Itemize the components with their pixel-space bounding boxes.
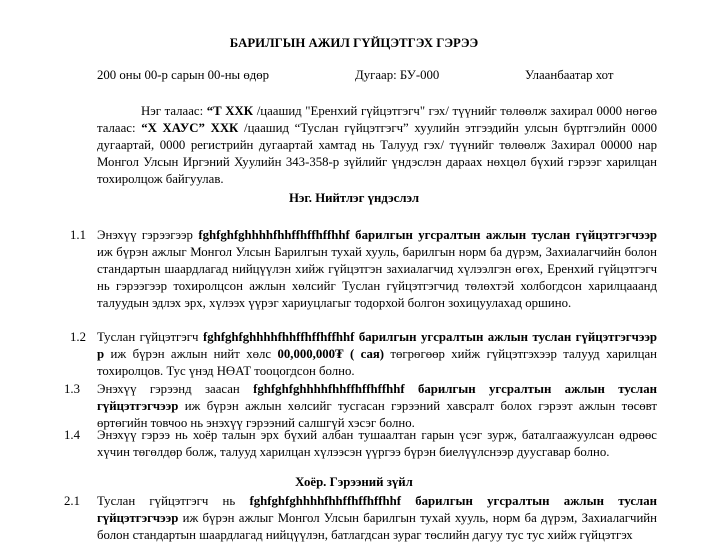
clause-number: 1.3 — [64, 382, 80, 396]
clause-number: 1.1 — [70, 228, 86, 242]
clause-text — [97, 329, 657, 380]
clause-bold-text: fghfghfghhhhfhhffhffhffhhf барилгын угсралтын ажлын туслан гүйцэтгэгчээр р — [97, 330, 657, 361]
clause-number: 1.4 — [64, 428, 80, 442]
contract-city: Улаанбаатар хот — [525, 68, 614, 82]
intro-text-2: /цаашид "Еренхий гүйцэтгэгч" гэх/ түүнийг төлөөлж захирал 0000 нөгөө талаас: — [97, 104, 657, 135]
clause-bold-text: fghfghfghhhhfhhffhffhffhhf барилгын угсралтын ажлын туслан гүйцэтгэгчээр — [97, 382, 657, 413]
section-title: Нэг. Нийтлэг үндэслэл — [288, 191, 420, 205]
clause-number: 2.1 — [64, 494, 80, 508]
clause-text-part: иж бүрэн ажлын нийт хөлс — [104, 347, 278, 361]
clause-text-part: төгрөгөөр хийж гүйцэтгэхээр талууд харилцан тохиролцов. Тус үнэд НӨАТ тооцогдсон болно. — [97, 347, 658, 378]
clause-bold-text: fghfghfghhhhfhhffhffhffhhf барилгын угсралтын ажлын туслан гүйцэтгэгчээр — [198, 228, 657, 242]
clause-text-part: Туслан гүйцэтгэгч нь — [97, 494, 250, 508]
document-title: БАРИЛГЫН АЖИЛ ГҮЙЦЭТГЭХ ГЭРЭЭ — [229, 36, 479, 50]
contract-amount: 00,000,000₮ ( сая) — [277, 347, 385, 361]
clause-text — [97, 427, 657, 461]
clause-number: 1.2 — [70, 330, 86, 344]
clause-text — [97, 227, 657, 312]
clause-text-part: Энэхүү гэрээ нь хоёр талын эрх бүхий албан тушаалтан гарын үсэг зурж, баталгаажуулсан өдрөөс хүчин төгөлдөр болж, талууд харилцан хүлээсэн үүргээ бүрэн биелүүлснээр дуусгавар болно. — [97, 428, 657, 459]
clause-text-part: Энэхүү гэрээгээр — [97, 228, 199, 242]
contract-date: 200 оны 00-р сарын 00-ны өдөр — [97, 68, 270, 82]
intro-text-1: Нэг талаас: — [141, 104, 207, 118]
contract-number: Дугаар: БУ-000 — [355, 68, 440, 82]
intro-text-3: /цаашид “Туслан гүйцэтгэгч” хуулийн этгээдийн улсын бүртгэлийн 0000 дугаартай, 0000 регистрийн дугаартай хамтад нь Талууд гэх/ түүнийг төлөөлж Захирал 00000 нар Монгол Улсын Иргэний Хуулийн 343-358-р зүйлийг үндэслэн дараах нөхцөл бүхий гэрээг харилцан тохиролцож байгуулав. — [97, 121, 657, 186]
clause-bold-text: fghfghfghhhhfhhffhffhffhhf барилгын угсралтын ажлын туслан гүйцэтгэгчээр — [97, 494, 657, 525]
clause-text-part: иж бүрэн ажлыг Монгол Улсын Барилгын тухай хууль, барилгын норм ба дүрэм, Захиалагчийн болон стандартын шаардлагад нийцүүлэн хийж гүйцэтгэн захиалагчид хүлээлгэн өгөх, Еренхий гүйцэтгэгч нь гэрээгээр тохиролцсон ажлын хөлсийг Туслан гүйцэтгэгчид төлөхтэй холбогдсон харилцааанд талуудын эдлэх эрх, хүлээх үүрэг хариуцлагыг тодорхой болгон зохицуулахад оршино. — [97, 245, 657, 310]
clause-text — [97, 381, 657, 432]
clause-text-part: иж бүрэн ажлын хөлсийг тусгасан гэрээний хавсралт болох гэрээт ажлын төсөвт өртөгийн товчоо нь энэхүү гэрээний салшгүй хэсэг болно. — [97, 399, 657, 430]
clause-text — [97, 493, 657, 544]
intro-paragraph — [97, 103, 657, 188]
party-one-name: “Т ХХК — [206, 104, 254, 118]
clause-text-part: иж бүрэн ажлыг Монгол Улсын барилгын тухай хууль, норм ба дүрэм, Захиалагчийн болон стандартын шаардлагад нийцүүлэн, батлагдсан зураг төслийн дагуу тус тус хийж гүйцэтгэх — [97, 511, 657, 542]
clause-text-part: Туслан гүйцэтгэгч — [97, 330, 203, 344]
section-title: Хоёр. Гэрээний зүйл — [295, 475, 413, 489]
party-two-name: “Х ХАУС” ХХК — [141, 121, 239, 135]
clause-text-part: Энэхүү гэрээнд заасан — [97, 382, 254, 396]
